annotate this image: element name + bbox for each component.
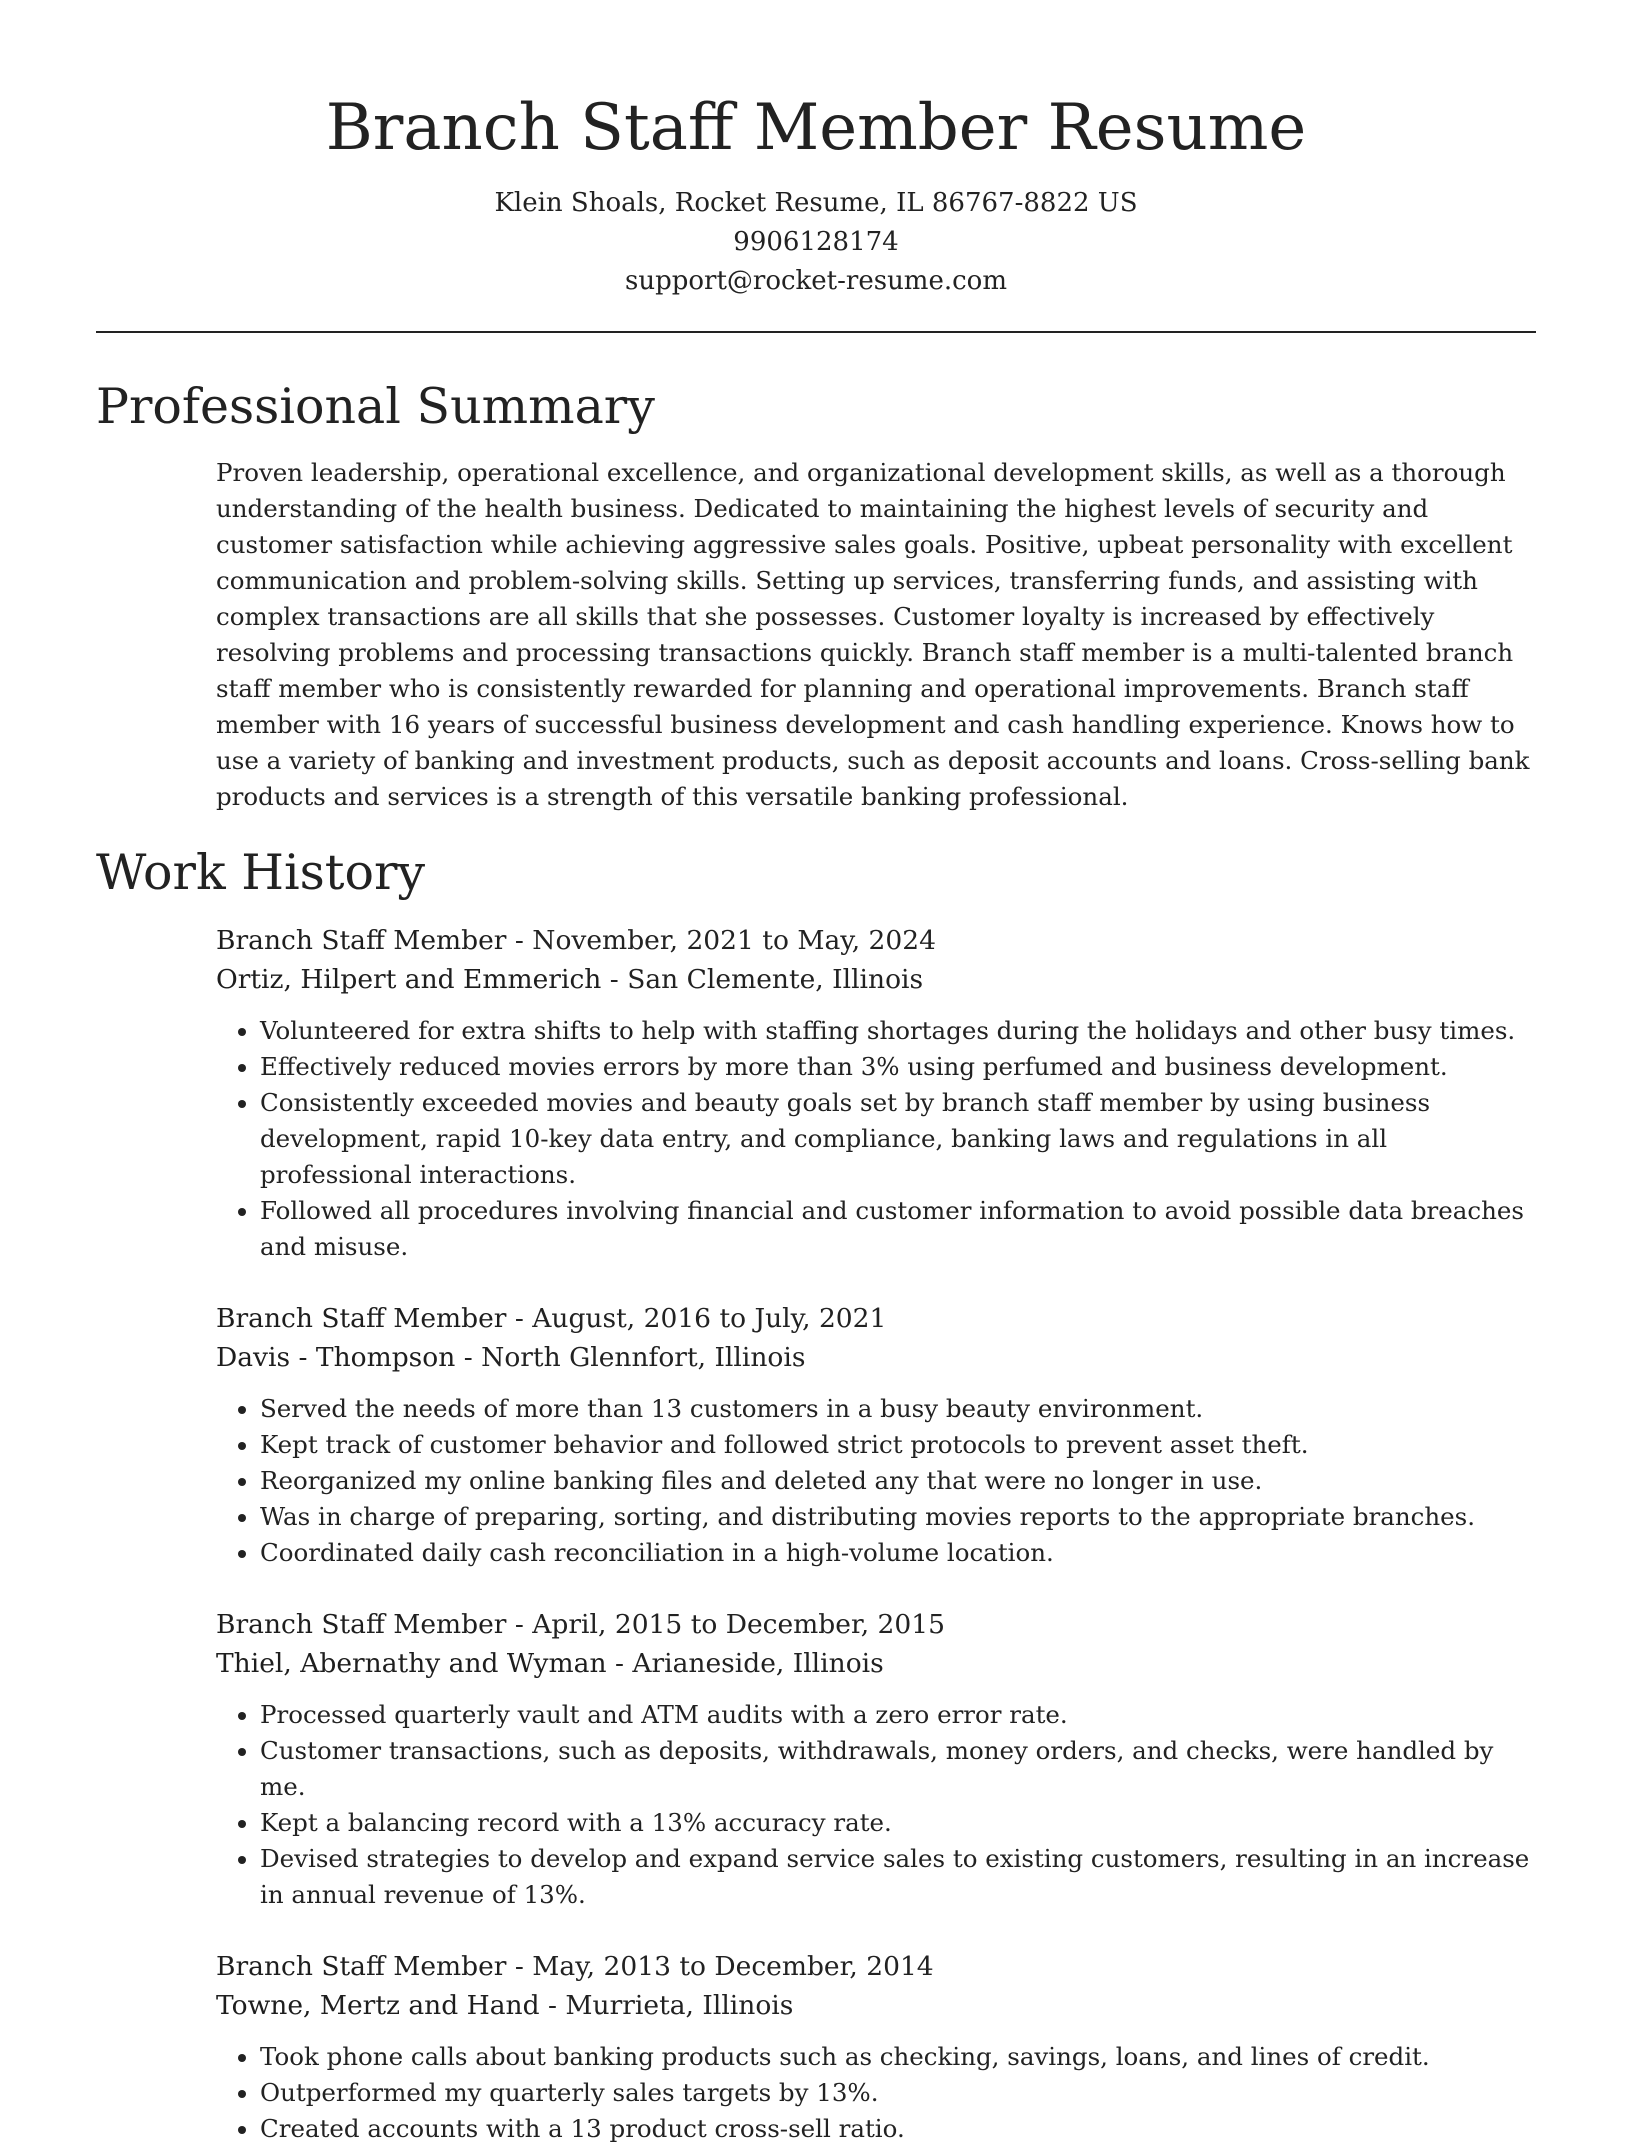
list-item: • Followed all procedures involving financial and customer information to avoid possible data breaches and misuse. (260, 1193, 1536, 1265)
list-item: • Processed quarterly vault and ATM audits with a zero error rate. (260, 1697, 1536, 1733)
list-item: • Devised strategies to develop and expand service sales to existing customers, resulting in an increase in annual revenue of 13%. (260, 1841, 1536, 1913)
job-entry (216, 1605, 1536, 1913)
job-title-line (216, 1605, 1536, 1644)
job-title-line (216, 921, 1536, 960)
list-item: • Coordinated daily cash reconciliation in a high-volume location. (260, 1535, 1536, 1571)
job-company-line (216, 1644, 1536, 1683)
job-title: Branch Staff Member (216, 925, 507, 956)
contact-email: support@rocket-resume.com (624, 266, 1007, 296)
list-item: • Consistently exceeded movies and beauty goals set by branch staff member by using business development, rapid 10-key data entry, and compliance, banking laws and regulations in all professional interactions. (260, 1085, 1536, 1193)
separator: - (606, 1648, 633, 1679)
job-entry (216, 1299, 1536, 1571)
summary-text: Proven leadership, operational excellence, and organizational development skills, as well as a thorough understanding of the health business. Dedicated to maintaining the highest levels of security and customer satisfaction while achieving aggressive sales goals. Positive, upbeat personality with excellent communication and problem-solving skills. Setting up services, transferring funds, and assisting with complex transactions are all skills that she possesses. Customer loyalty is increased by effectively resolving problems and processing transactions quickly. Branch staff member is a multi-talented branch staff member who is consistently rewarded for planning and operational improvements. Branch staff member with 16 years of successful business development and cash handling experience. Knows how to use a variety of banking and investment products, such as deposit accounts and loans. Cross-selling bank products and services is a strength of this versatile banking professional. (216, 458, 1530, 811)
list-item: • Customer transactions, such as deposits, withdrawals, money orders, and checks, were handled by me. (260, 1733, 1536, 1805)
list-item: • Served the needs of more than 13 customers in a busy beauty environment. (260, 1391, 1536, 1427)
resume-title: Branch Staff Member Resume (325, 91, 1307, 165)
job-location: Murrieta, Illinois (565, 1990, 794, 2021)
separator: - (539, 1990, 566, 2021)
job-dates: August, 2016 to July, 2021 (532, 1303, 887, 1334)
job-title: Branch Staff Member (216, 1951, 507, 1982)
list-item: • Kept a balancing record with a 13% accuracy rate. (260, 1805, 1536, 1841)
job-bullets (216, 1697, 1536, 1913)
job-bullets (216, 2039, 1536, 2147)
list-item: • Kept track of customer behavior and followed strict protocols to prevent asset theft. (260, 1427, 1536, 1463)
job-company-line (216, 1338, 1536, 1377)
job-company: Towne, Mertz and Hand (216, 1990, 540, 2021)
job-company-line (216, 960, 1536, 999)
separator: - (455, 1342, 482, 1373)
separator: - (601, 964, 628, 995)
job-company: Davis - Thompson (216, 1342, 456, 1373)
job-dates: May, 2013 to December, 2014 (532, 1951, 934, 1982)
contact-info (0, 184, 1632, 301)
contact-address: Klein Shoals, Rocket Resume, IL 86767-8822 US (494, 188, 1138, 218)
work-history-section (216, 921, 1536, 2147)
job-bullets (216, 1013, 1536, 1265)
summary-heading: Professional Summary (96, 378, 655, 435)
list-item: • Created accounts with a 13 product cross-sell ratio. (260, 2111, 1536, 2147)
list-item: • Volunteered for extra shifts to help with staffing shortages during the holidays and other busy times. (260, 1013, 1536, 1049)
job-title: Branch Staff Member (216, 1609, 507, 1640)
job-company-line (216, 1986, 1536, 2025)
resume-header (0, 0, 1632, 301)
job-location: San Clemente, Illinois (627, 964, 924, 995)
separator: - (506, 1609, 533, 1640)
job-location: North Glennfort, Illinois (481, 1342, 806, 1373)
list-item: • Took phone calls about banking products such as checking, savings, loans, and lines of credit. (260, 2039, 1536, 2075)
job-dates: November, 2021 to May, 2024 (532, 925, 937, 956)
job-title-line (216, 1299, 1536, 1338)
separator: - (506, 925, 533, 956)
summary-section (216, 455, 1536, 815)
contact-phone: 9906128174 (733, 227, 899, 257)
job-location: Arianeside, Illinois (632, 1648, 884, 1679)
job-dates: April, 2015 to December, 2015 (532, 1609, 945, 1640)
job-company: Thiel, Abernathy and Wyman (216, 1648, 607, 1679)
list-item: • Reorganized my online banking files and deleted any that were no longer in use. (260, 1463, 1536, 1499)
job-title: Branch Staff Member (216, 1303, 507, 1334)
job-entry (216, 1947, 1536, 2147)
job-title-line (216, 1947, 1536, 1986)
list-item: • Effectively reduced movies errors by more than 3% using perfumed and business development. (260, 1049, 1536, 1085)
job-company: Ortiz, Hilpert and Emmerich (216, 964, 602, 995)
header-divider (96, 331, 1536, 333)
work-history-heading: Work History (96, 844, 426, 901)
list-item: • Was in charge of preparing, sorting, and distributing movies reports to the appropriate branches. (260, 1499, 1536, 1535)
job-bullets (216, 1391, 1536, 1571)
list-item: • Outperformed my quarterly sales targets by 13%. (260, 2075, 1536, 2111)
job-entry (216, 921, 1536, 1265)
separator: - (506, 1951, 533, 1982)
separator: - (506, 1303, 533, 1334)
